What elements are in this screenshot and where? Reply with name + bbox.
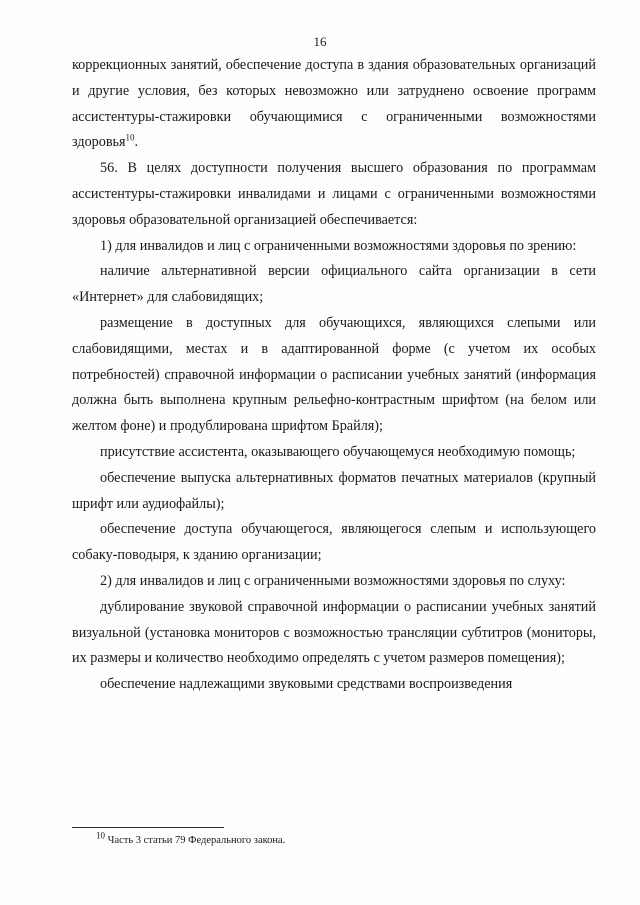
footnote — [96, 830, 286, 848]
paragraph-sound-means: обеспечение надлежащими звуковыми средствами воспроизведения — [100, 676, 513, 693]
paragraph-hearing-heading: 2) для инвалидов и лиц с ограниченными возможностями здоровья по слуху: — [100, 572, 566, 589]
footnote-divider — [72, 827, 224, 828]
footnote-reference: 10 — [125, 132, 135, 143]
paragraph-visual-duplication: дублирование звуковой справочной информации о расписании учебных занятий визуальной (установка мониторов с возможностью трансляции субтитров (мониторы, их размеры и количество необходимо определять с учетом размеров помещения); — [72, 598, 596, 667]
paragraph-item-56: 56. В целях доступности получения высшего образования по программам ассистентуры-стажировки инвалидами и лицами с ограниченными возможностями здоровья образовательной организацией обеспечивается: — [72, 160, 596, 228]
page-number: 16 — [313, 34, 327, 49]
paragraph-placement-info: размещение в доступных для обучающихся, являющихся слепыми или слабовидящими, местах и в адаптированной форме (с учетом их особых потребностей) справочной информации о расписании учебных занятий (информация должна быть выполнена крупным рельефно-контрастным шрифтом (на белом или желтом фоне) и продублирована шрифтом Брайля); — [72, 314, 596, 435]
paragraph-alt-formats: обеспечение выпуска альтернативных форматов печатных материалов (крупный шрифт или аудиофайлы); — [72, 469, 596, 512]
footnote-text: Часть 3 статьи 79 Федерального закона. — [107, 835, 286, 846]
paragraph-vision-heading: 1) для инвалидов и лиц с ограниченными возможностями здоровья по зрению: — [100, 237, 577, 254]
paragraph-continuation — [72, 53, 596, 156]
paragraph-tail: . — [134, 134, 139, 151]
body-text — [72, 53, 596, 698]
paragraph-alt-website: наличие альтернативной версии официального сайта организации в сети «Интернет» для слабовидящих; — [72, 263, 596, 306]
paragraph-assistant: присутствие ассистента, оказывающего обучающемуся необходимую помощь; — [100, 443, 576, 460]
paragraph-text: коррекционных занятий, обеспечение доступа в здания образовательных организаций и другие условия, без которых невозможно или затруднено освоение программ ассистентуры-стажировки обучающимися с ограниченными возможностями здоровья — [72, 57, 596, 151]
footnote-mark: 10 — [96, 830, 105, 841]
paragraph-guide-dog-access: обеспечение доступа обучающегося, являющегося слепым и использующего собаку-поводыря, к зданию организации; — [72, 521, 596, 564]
